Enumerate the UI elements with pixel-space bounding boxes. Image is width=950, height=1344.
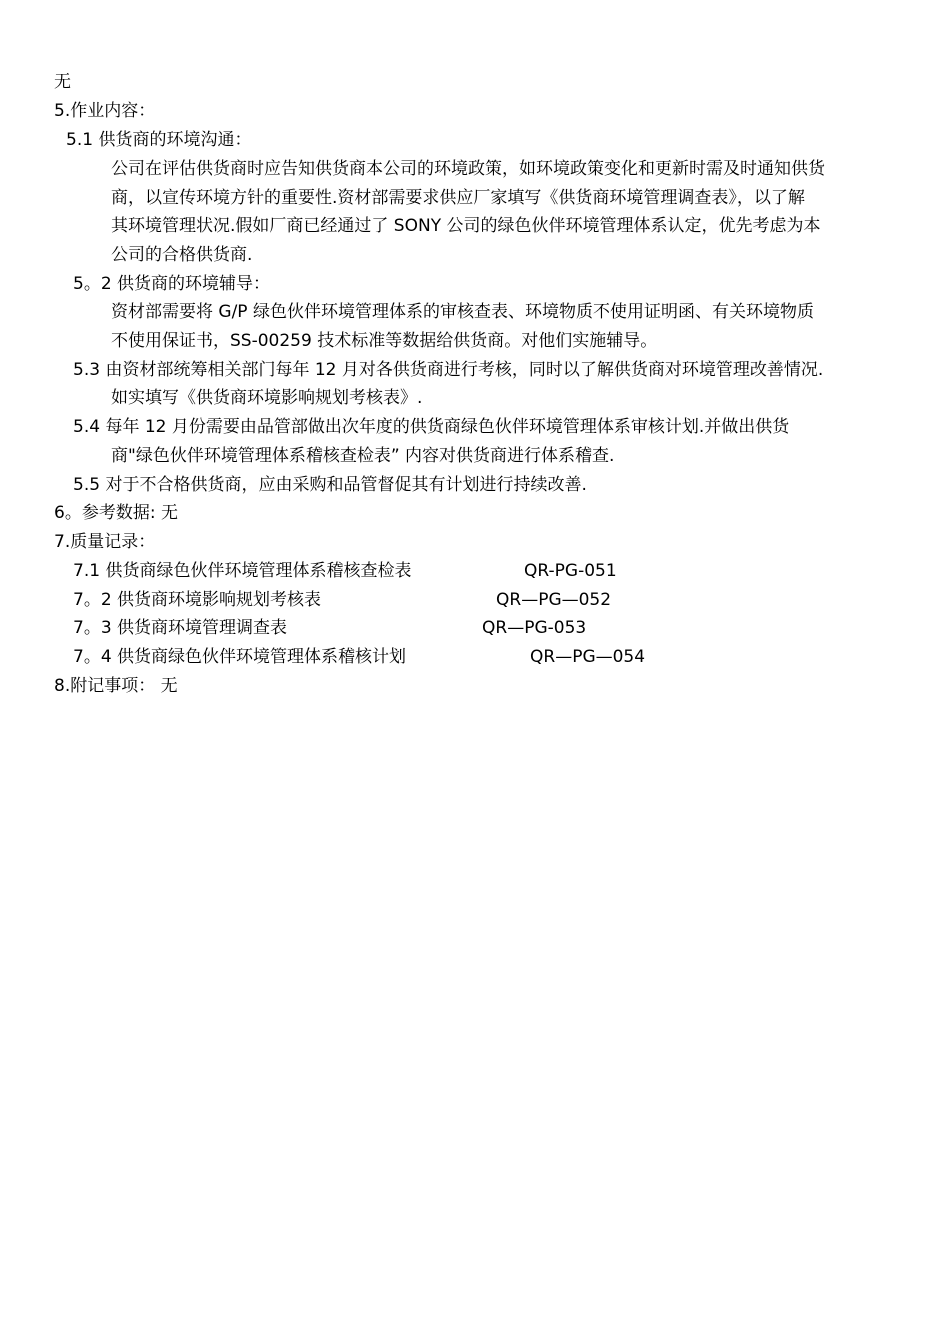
section-5-2-body-line: 资材部需要将 G/P 绿色伙伴环境管理体系的审核查表、环境物质不使用证明函、有关环境物质: [111, 302, 814, 322]
section-5-4-line: 商"绿色伙伴环境管理体系稽核查检表” 内容对供货商进行体系稽查.: [111, 446, 615, 466]
section-8-text: 8.附记事项： 无: [54, 676, 178, 696]
section-5-3-line: 如实填写《供货商环境影响规划考核表》.: [111, 388, 423, 408]
section-5-1-body-line: 公司的合格供货商.: [111, 245, 253, 265]
section-5-1-body-line: 商，以宣传环境方针的重要性.资材部需要求供应厂家填写《供货商环境管理调查表》，以了解: [111, 188, 805, 208]
record-code: QR—PG—052: [496, 590, 612, 610]
record-code: QR-PG-051: [524, 561, 617, 581]
section-5-2-title: 5。2 供货商的环境辅导：: [73, 274, 271, 294]
section-5-1-body-line: 公司在评估供货商时应告知供货商本公司的环境政策，如环境政策变化和更新时需及时通知供货: [111, 159, 825, 179]
section-5-title: 5.作业内容：: [54, 101, 156, 121]
section-6-text: 6。参考数据: 无: [54, 503, 178, 523]
record-label: 7。2 供货商环境影响规划考核表: [73, 590, 322, 610]
section-7-title: 7.质量记录：: [54, 532, 156, 552]
section-5-5-text: 5.5 对于不合格供货商，应由采购和品管督促其有计划进行持续改善.: [73, 475, 587, 495]
section-5-4-line: 5.4 每年 12 月份需要由品管部做出次年度的供货商绿色伙伴环境管理体系审核计划.并做出供货: [73, 417, 790, 437]
section-5-3-line: 5.3 由资材部统筹相关部门每年 12 月对各供货商进行考核，同时以了解供货商对环境管理改善情况.: [73, 360, 824, 380]
section-5-2-body-line: 不使用保证书，SS-00259 技术标准等数据给供货商。对他们实施辅导。: [111, 331, 658, 351]
record-label: 7。4 供货商绿色伙伴环境管理体系稽核计划: [73, 647, 407, 667]
section-5-1-title: 5.1 供货商的环境沟通：: [66, 130, 252, 150]
record-code: QR—PG-053: [482, 618, 587, 638]
record-code: QR—PG—054: [530, 647, 646, 667]
record-label: 7。3 供货商环境管理调查表: [73, 618, 288, 638]
intro-text: 无: [54, 72, 71, 92]
record-label: 7.1 供货商绿色伙伴环境管理体系稽核查检表: [73, 561, 412, 581]
section-5-1-body-line: 其环境管理状况.假如厂商已经通过了 SONY 公司的绿色伙伴环境管理体系认定，优先考虑为本: [111, 216, 821, 236]
